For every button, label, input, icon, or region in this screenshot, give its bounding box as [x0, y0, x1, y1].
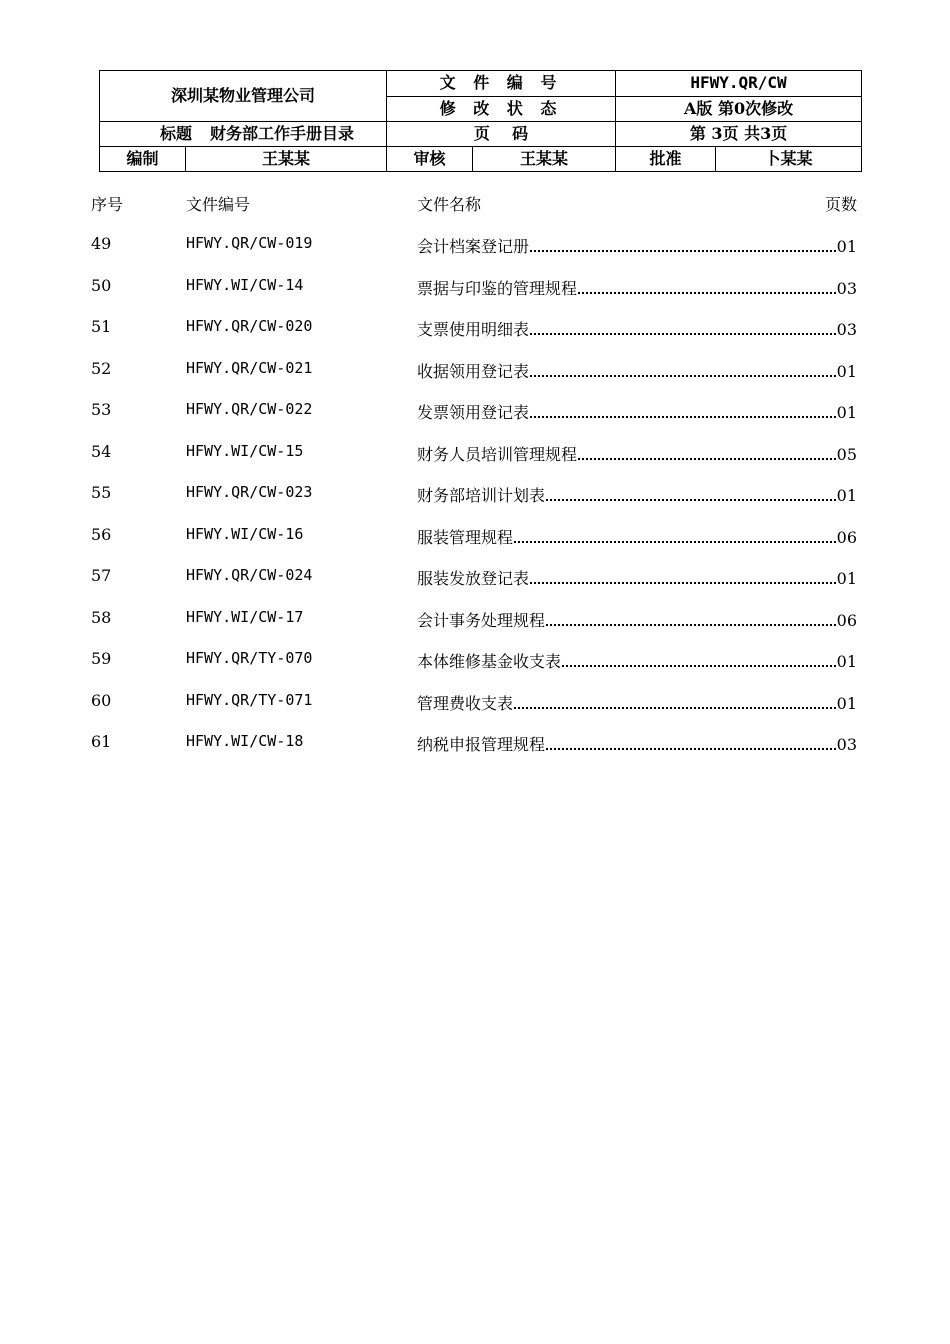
- toc-header-pages: 页数: [824, 195, 857, 214]
- dot-leader: [530, 416, 836, 418]
- toc-row-entry: [417, 732, 857, 755]
- toc-row-num: 60: [91, 690, 112, 710]
- dot-leader: [530, 582, 836, 584]
- toc-row: [0, 317, 950, 343]
- title-value: 财务部工作手册目录: [210, 124, 355, 143]
- toc-row: [0, 566, 950, 592]
- dot-leader: [530, 333, 836, 335]
- toc-row-name: 服装发放登记表: [417, 569, 530, 588]
- toc-row-code: HFWY.QR/CW-023: [186, 483, 313, 501]
- toc-row-pages: 01: [836, 403, 857, 422]
- toc-row: [0, 276, 950, 302]
- toc-row-pages: 03: [836, 320, 857, 339]
- toc-row-pages: 01: [836, 569, 857, 588]
- toc-row-name: 会计事务处理规程: [417, 610, 546, 630]
- toc-row-num: 51: [91, 317, 112, 336]
- toc-row: [0, 691, 950, 717]
- toc-row-pages: 01: [836, 486, 857, 505]
- approved-value: 卜某某: [716, 147, 862, 172]
- toc-row-entry: [417, 608, 857, 631]
- document-header-table: [99, 70, 862, 172]
- toc-row-num: 50: [91, 275, 112, 295]
- toc-row-entry: [417, 359, 857, 382]
- toc-row-name: 票据与印鉴的管理规程: [417, 278, 578, 298]
- toc-row: [0, 483, 950, 509]
- toc-header-row: [0, 192, 950, 218]
- toc-row-pages: 01: [836, 361, 857, 381]
- toc-row-code: HFWY.QR/CW-021: [186, 358, 313, 377]
- toc-row-entry: [417, 566, 857, 589]
- doc-number-label: 文 件 编 号: [387, 71, 616, 97]
- toc-row-name: 会计档案登记册: [417, 237, 530, 256]
- prepared-label: 编制: [100, 147, 186, 172]
- toc-row-code: HFWY.QR/TY-071: [186, 690, 313, 709]
- dot-leader: [514, 707, 836, 709]
- toc-row-pages: 01: [836, 693, 857, 713]
- toc-row-name: 收据领用登记表: [417, 361, 530, 381]
- toc-row: [0, 400, 950, 426]
- toc-row-code: HFWY.QR/TY-070: [186, 649, 313, 667]
- toc-row-num: 54: [91, 441, 112, 461]
- toc-row-num: 59: [91, 649, 112, 668]
- toc-row-name: 财务人员培训管理规程: [417, 444, 578, 464]
- toc-row: [0, 442, 950, 468]
- toc-header-num: 序号: [91, 195, 124, 214]
- doc-number-value: HFWY.QR/CW: [616, 71, 862, 97]
- toc-row: [0, 608, 950, 634]
- toc-row-pages: 03: [836, 735, 857, 754]
- toc-row-code: HFWY.QR/CW-024: [186, 566, 313, 584]
- toc-row-num: 58: [91, 607, 112, 627]
- toc-row-code: HFWY.QR/CW-020: [186, 317, 313, 335]
- toc-row-pages: 06: [836, 610, 857, 630]
- dot-leader: [546, 499, 836, 501]
- toc-row-code: HFWY.QR/CW-022: [186, 400, 313, 418]
- toc-row-code: HFWY.WI/CW-17: [186, 607, 304, 626]
- toc-row-entry: [417, 525, 857, 548]
- toc-row-code: HFWY.WI/CW-15: [186, 441, 304, 460]
- dot-leader: [578, 458, 836, 460]
- toc-row-name: 纳税申报管理规程: [417, 735, 546, 754]
- approved-label: 批准: [616, 147, 716, 172]
- dot-leader: [578, 292, 836, 294]
- page-label: 页 码: [387, 122, 616, 147]
- toc-row: [0, 234, 950, 260]
- toc-row-pages: 03: [836, 278, 857, 298]
- toc-row-entry: [417, 234, 857, 257]
- prepared-value: 王某某: [186, 147, 387, 172]
- toc-row-num: 52: [91, 358, 112, 378]
- toc-row-entry: [417, 442, 857, 465]
- reviewed-value: 王某某: [473, 147, 616, 172]
- toc-row-name: 发票领用登记表: [417, 403, 530, 422]
- toc-row-name: 财务部培训计划表: [417, 486, 546, 505]
- toc-row: [0, 732, 950, 758]
- company-name: 深圳某物业管理公司: [100, 71, 387, 122]
- revision-label: 修 改 状 态: [387, 96, 616, 122]
- toc-row-name: 管理费收支表: [417, 693, 514, 713]
- toc-header-name: 文件名称: [417, 195, 482, 214]
- toc-row-code: HFWY.WI/CW-18: [186, 732, 304, 750]
- toc-row-num: 53: [91, 400, 112, 419]
- toc-row-num: 49: [91, 234, 112, 253]
- dot-leader: [546, 624, 836, 626]
- toc-row-entry: [417, 317, 857, 340]
- page-value: 第 3页 共3页: [616, 122, 862, 147]
- toc-row-pages: 01: [836, 652, 857, 671]
- revision-value: A版 第0次修改: [616, 96, 862, 122]
- toc-header-code: 文件编号: [186, 195, 251, 214]
- dot-leader: [514, 541, 836, 543]
- dot-leader: [562, 665, 836, 667]
- toc-row-pages: 06: [836, 527, 857, 547]
- toc-row-entry: [417, 649, 857, 672]
- dot-leader: [530, 250, 836, 252]
- toc-row-entry: [417, 400, 857, 423]
- toc-row-num: 55: [91, 483, 112, 502]
- toc-row-pages: 05: [836, 444, 857, 464]
- toc-row: [0, 525, 950, 551]
- toc-row-code: HFWY.WI/CW-16: [186, 524, 304, 543]
- toc-row-entry: [417, 276, 857, 299]
- toc-row-code: HFWY.WI/CW-14: [186, 275, 304, 294]
- toc-row-num: 56: [91, 524, 112, 544]
- toc-row-num: 61: [91, 732, 112, 751]
- toc-row-name: 支票使用明细表: [417, 320, 530, 339]
- toc-row-entry: [417, 483, 857, 506]
- toc-row-num: 57: [91, 566, 112, 585]
- toc-row-name: 本体维修基金收支表: [417, 652, 562, 671]
- toc-row-entry: [417, 691, 857, 714]
- dot-leader: [546, 748, 836, 750]
- toc-row: [0, 649, 950, 675]
- title-cell: [100, 122, 387, 147]
- reviewed-label: 审核: [387, 147, 473, 172]
- title-label: 标题: [159, 124, 192, 143]
- toc-row: [0, 359, 950, 385]
- toc-row-pages: 01: [836, 237, 857, 256]
- toc-row-name: 服装管理规程: [417, 527, 514, 547]
- dot-leader: [530, 375, 836, 377]
- toc-row-code: HFWY.QR/CW-019: [186, 234, 313, 252]
